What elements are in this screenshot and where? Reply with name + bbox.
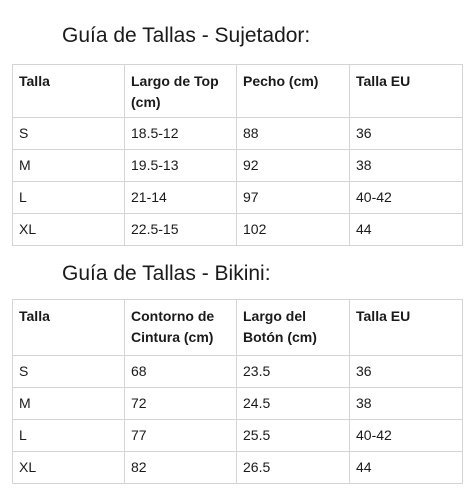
table-cell: XL [13, 452, 125, 484]
table-cell: 40-42 [350, 420, 463, 452]
table-cell: 18.5-12 [125, 118, 237, 150]
table-cell: 44 [350, 214, 463, 246]
table-cell: 82 [125, 452, 237, 484]
table-cell: S [13, 118, 125, 150]
header-pecho: Pecho (cm) [237, 65, 350, 118]
table-header-row [13, 300, 463, 356]
table-cell: 25.5 [237, 420, 350, 452]
table-cell: 23.5 [237, 356, 350, 388]
table-cell: XL [13, 214, 125, 246]
table-cell: 24.5 [237, 388, 350, 420]
table-cell: 36 [350, 356, 463, 388]
table-cell: L [13, 420, 125, 452]
table-row [13, 214, 463, 246]
table-cell: 68 [125, 356, 237, 388]
table-cell: 72 [125, 388, 237, 420]
table-row [13, 356, 463, 388]
table-cell: S [13, 356, 125, 388]
header-talla: Talla [13, 300, 125, 356]
table-cell: 38 [350, 388, 463, 420]
table-cell: 36 [350, 118, 463, 150]
sujetador-size-guide-title: Guía de Tallas - Sujetador: [62, 24, 311, 47]
header-talla: Talla [13, 65, 125, 118]
table-cell: 88 [237, 118, 350, 150]
header-largo-de-top: Largo de Top (cm) [125, 65, 237, 118]
table-row [13, 182, 463, 214]
bikini-size-table [12, 299, 463, 484]
table-cell: 92 [237, 150, 350, 182]
table-cell: 22.5-15 [125, 214, 237, 246]
table-cell: 21-14 [125, 182, 237, 214]
table-cell: M [13, 388, 125, 420]
table-cell: 40-42 [350, 182, 463, 214]
sujetador-size-table [12, 64, 463, 246]
table-cell: L [13, 182, 125, 214]
table-cell: M [13, 150, 125, 182]
table-cell: 44 [350, 452, 463, 484]
table-row [13, 118, 463, 150]
header-talla-eu: Talla EU [350, 300, 463, 356]
table-cell: 26.5 [237, 452, 350, 484]
table-row [13, 150, 463, 182]
table-header-row [13, 65, 463, 118]
header-talla-eu: Talla EU [350, 65, 463, 118]
table-row [13, 452, 463, 484]
table-cell: 38 [350, 150, 463, 182]
table-cell: 77 [125, 420, 237, 452]
bikini-size-guide-title: Guía de Tallas - Bikini: [62, 262, 271, 285]
table-row [13, 388, 463, 420]
header-contorno-de-cintura: Contorno de Cintura (cm) [125, 300, 237, 356]
table-cell: 97 [237, 182, 350, 214]
table-cell: 19.5-13 [125, 150, 237, 182]
header-largo-del-boton: Largo del Botón (cm) [237, 300, 350, 356]
table-row [13, 420, 463, 452]
table-cell: 102 [237, 214, 350, 246]
